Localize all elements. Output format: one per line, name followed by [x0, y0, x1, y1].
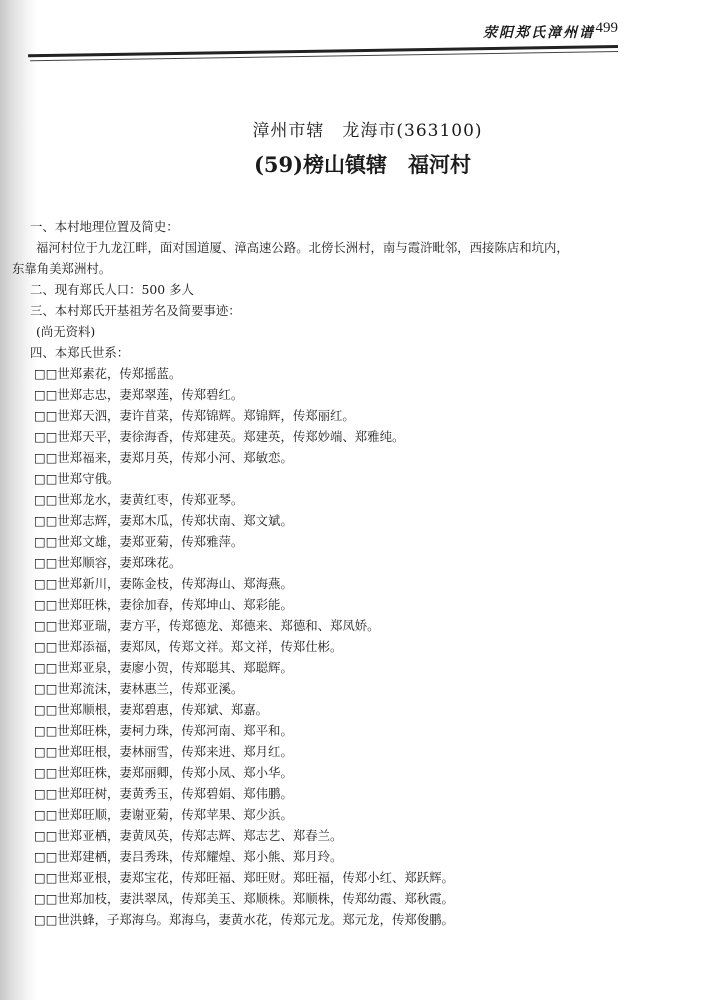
- lineage-entry: □□世郑素花，传郑摇蓝。: [34, 366, 182, 381]
- lineage-entry: □□世郑流沫，妻林惠兰，传郑亚溪。: [34, 681, 244, 696]
- lineage-entry: □□世郑旺株，妻徐加春，传郑坤山、郑彩能。: [34, 597, 293, 612]
- lineage-entry: □□世郑守俄。: [34, 471, 120, 486]
- running-header: 荥阳郑氏漳州谱: [483, 25, 595, 41]
- section-heading-2: 二、现有郑氏人口：500 多人: [30, 282, 194, 297]
- lineage-entry: □□世郑添福，妻郑凤，传郑文祥。郑文祥，传郑仕彬。: [34, 639, 343, 654]
- section-heading-1: 一、本村地理位置及简史：: [30, 219, 179, 234]
- lineage-entry: □□世郑亚栖，妻黄凤英，传郑志辉、郑志艺、郑春兰。: [34, 828, 343, 843]
- lineage-entry: □□世郑天泗，妻许苜菜，传郑锦辉。郑锦辉，传郑丽红。: [34, 408, 355, 423]
- lineage-entry: □□世洪蜂，子郑海乌。郑海乌，妻黄水花，传郑元龙。郑元龙，传郑俊鹏。: [34, 912, 454, 927]
- lineage-entry: □□世郑旺株，妻柯力珠，传郑河南、郑平和。: [34, 723, 293, 738]
- page-title: (59)榜山镇辖 福河村: [253, 152, 472, 177]
- lineage-entry: □□世郑顺根，妻郑碧惠，传郑斌、郑嘉。: [34, 702, 269, 717]
- lineage-entry: □□世郑亚泉，妻廖小贺，传郑聪其、郑聪辉。: [34, 660, 293, 675]
- lineage-entry: □□世郑天平，妻徐海香，传郑建英。郑建英，传郑妙端、郑雅纯。: [34, 429, 405, 444]
- document-body: [12, 216, 680, 930]
- lineage-list: [30, 363, 680, 930]
- lineage-entry: □□世郑建栖，妻吕秀珠，传郑耀煌、郑小熊、郑月玲。: [34, 849, 343, 864]
- lineage-entry: □□世郑旺株，妻郑丽卿，传郑小凤、郑小华。: [34, 765, 293, 780]
- lineage-entry: □□世郑龙水，妻黄红枣，传郑亚琴。: [34, 492, 244, 507]
- lineage-entry: □□世郑旺树，妻黄秀玉，传郑碧娟、郑伟鹏。: [34, 786, 293, 801]
- note: (尚无资料): [36, 324, 96, 339]
- lineage-entry: □□世郑旺根，妻林丽雪，传郑来进、郑月红。: [34, 744, 293, 759]
- page-number: 499: [595, 20, 618, 36]
- paragraph-line: 东靠角美郑洲村。: [12, 261, 112, 276]
- section-heading-4: 四、本郑氏世系：: [30, 345, 130, 360]
- lineage-entry: □□世郑志辉，妻郑木瓜，传郑状南、郑文斌。: [34, 513, 293, 528]
- lineage-entry: □□世郑志忠，妻郑翠莲，传郑碧红。: [34, 387, 244, 402]
- lineage-entry: □□世郑文雄，妻郑亚菊，传郑雅萍。: [34, 534, 244, 549]
- lineage-entry: □□世郑亚根，妻郑宝花，传郑旺福、郑旺财。郑旺福，传郑小红、郑跃辉。: [34, 870, 454, 885]
- lineage-entry: □□世郑亚瑞，妻方平，传郑德龙、郑德来、郑德和、郑凤娇。: [34, 618, 380, 633]
- paragraph-line: 福河村位于九龙江畔，面对国道厦、漳高速公路。北傍长洲村，南与霞浒毗邻，西接陈店和坑内，: [36, 240, 569, 255]
- lineage-entry: □□世郑顺容，妻郑珠花。: [34, 555, 182, 570]
- lineage-entry: □□世郑加枝，妻洪翠凤，传郑美玉、郑顺株。郑顺株，传郑幼霞、郑秋霞。: [34, 891, 454, 906]
- jurisdiction-heading: 漳州市辖 龙海市(363100): [252, 121, 483, 141]
- lineage-entry: □□世郑福来，妻郑月英，传郑小河、郑敏恋。: [34, 450, 293, 465]
- lineage-entry: □□世郑新川，妻陈金枝，传郑海山、郑海燕。: [34, 576, 293, 591]
- lineage-entry: □□世郑旺顺，妻谢亚菊，传郑苹果、郑少浜。: [34, 807, 293, 822]
- section-heading-3: 三、本村郑氏开基祖芳名及简要事迹：: [30, 303, 241, 318]
